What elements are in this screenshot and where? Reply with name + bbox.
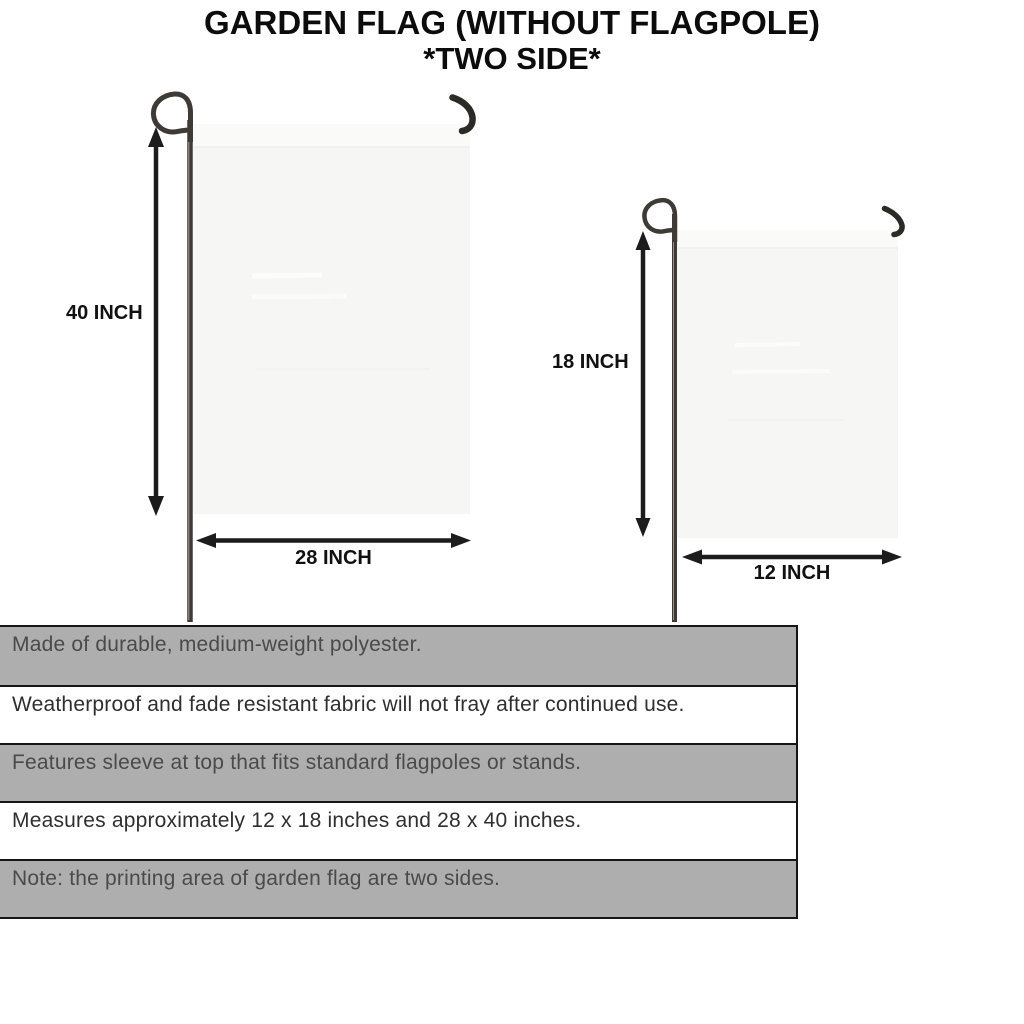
large-flag-canvas [193, 124, 470, 514]
large-height-arrow [148, 127, 164, 516]
title-line-2: *TWO SIDE* [423, 40, 601, 76]
large-width-arrow [196, 533, 471, 548]
small-flag-width-label: 12 INCH [753, 562, 831, 584]
small-flag-height-label: 18 INCH [552, 351, 629, 373]
large-flag-sleeve [193, 124, 470, 146]
feature-table [0, 625, 798, 919]
feature-row-weatherproof: Weatherproof and fade resistant fabric will not fray after continued use. [0, 685, 796, 743]
feature-row-measurements: Measures approximately 12 x 18 inches and 28 x 40 inches. [0, 801, 796, 859]
large-pole-loop-icon [153, 94, 193, 142]
large-flag-width-label: 28 INCH [295, 547, 372, 569]
title-line-1: GARDEN FLAG (WITHOUT FLAGPOLE) [204, 4, 820, 41]
feature-row-note: Note: the printing area of garden flag are two sides. [0, 859, 796, 917]
feature-row-sleeve: Features sleeve at top that fits standard flagpoles or stands. [0, 743, 796, 801]
small-flag-diagram [636, 200, 903, 622]
feature-row-material: Made of durable, medium-weight polyester. [0, 627, 796, 685]
large-flag-height-label: 40 INCH [66, 302, 143, 324]
small-flag-sleeve [677, 230, 898, 247]
small-flag-canvas [677, 230, 898, 538]
large-flag-diagram [148, 94, 473, 622]
small-height-arrow [636, 231, 651, 537]
